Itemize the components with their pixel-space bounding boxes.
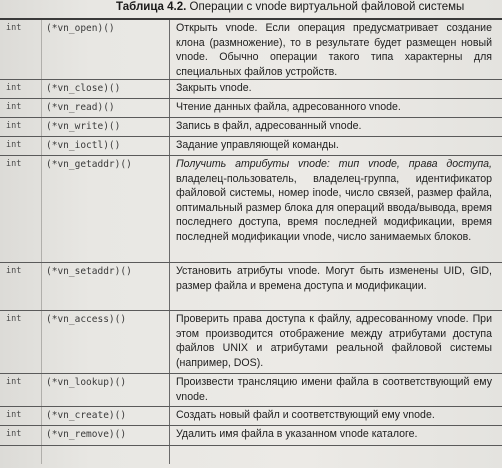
function-description: Произвести трансляцию имени файла в соответствующий ему vnode. xyxy=(176,376,492,403)
table-row-vn-setaddr xyxy=(0,263,502,311)
table-row-vn-write xyxy=(0,118,502,137)
function-name: (*vn_close)() xyxy=(46,83,121,94)
function-name: (*vn_setaddr)() xyxy=(46,266,132,277)
return-type: int xyxy=(6,121,22,131)
return-type: int xyxy=(6,266,22,276)
table-row-vn-read xyxy=(0,99,502,118)
function-description xyxy=(176,157,492,245)
return-type: int xyxy=(6,377,22,387)
return-type: int xyxy=(6,314,22,324)
function-description: Запись в файл, адресованный vnode. xyxy=(176,120,362,132)
table-row-vn-create xyxy=(0,407,502,426)
return-type: int xyxy=(6,23,22,33)
return-type: int xyxy=(6,159,22,169)
function-description: Закрыть vnode. xyxy=(176,82,252,94)
function-name: (*vn_remove)() xyxy=(46,429,127,440)
function-description: Проверить права доступа к файлу, адресованному vnode. При этом производится отображение между атрибутами доступа файлов UNIX и атрибутами реальной файловой системы (например, DOS). xyxy=(176,313,492,369)
function-name: (*vn_open)() xyxy=(46,23,115,34)
return-type: int xyxy=(6,429,22,439)
return-type: int xyxy=(6,83,22,93)
function-description: Удалить имя файла в указанном vnode каталоге. xyxy=(176,428,418,440)
function-name: (*vn_ioctl)() xyxy=(46,140,121,151)
function-name: (*vn_getaddr)() xyxy=(46,159,132,170)
table-row-vn-ioctl xyxy=(0,137,502,156)
function-name: (*vn_write)() xyxy=(46,121,121,132)
table-row-vn-lookup xyxy=(0,374,502,407)
table-row-vn-close xyxy=(0,80,502,99)
function-description: Установить атрибуты vnode. Могут быть изменены UID, GID, размер файла и времена доступа и модификации. xyxy=(176,265,492,292)
table-row-vn-getaddr xyxy=(0,156,502,263)
function-name: (*vn_create)() xyxy=(46,410,127,421)
table-row-vn-remove xyxy=(0,426,502,446)
description-rest: владелец-пользователь, владелец-группа, идентификатор файловой системы, номер inode, число связей, размер файла, оптимальный размер блока для операций ввода/вывода, время последнего доступа, время последней модификации, время последней модификации vnode, число занимаемых блоков. xyxy=(176,172,492,243)
table-caption-number: Таблица 4.2. xyxy=(116,1,187,13)
function-name: (*vn_read)() xyxy=(46,102,115,113)
function-name: (*vn_lookup)() xyxy=(46,377,127,388)
table-row-vn-open xyxy=(0,20,502,80)
function-description: Создать новый файл и соответствующий ему vnode. xyxy=(176,409,435,421)
function-description: Чтение данных файла, адресованного vnode. xyxy=(176,101,401,113)
description-lead: Получить атрибуты vnode: тип vnode, права доступа, xyxy=(176,158,492,170)
table-caption xyxy=(116,1,464,13)
return-type: int xyxy=(6,102,22,112)
function-description: Задание управляющей команды. xyxy=(176,139,339,151)
operations-table xyxy=(0,18,502,446)
return-type: int xyxy=(6,410,22,420)
function-name: (*vn_access)() xyxy=(46,314,127,325)
function-description: Открыть vnode. Если операция предусматривает создание клона (размножение), то в результате будет размещен новый vnode. Обычно операции такого типа характерны для специальных файлов устройств. xyxy=(176,22,492,78)
return-type: int xyxy=(6,140,22,150)
table-row-vn-access xyxy=(0,311,502,374)
table-caption-text: Операции с vnode виртуальной файловой системы xyxy=(189,1,465,13)
